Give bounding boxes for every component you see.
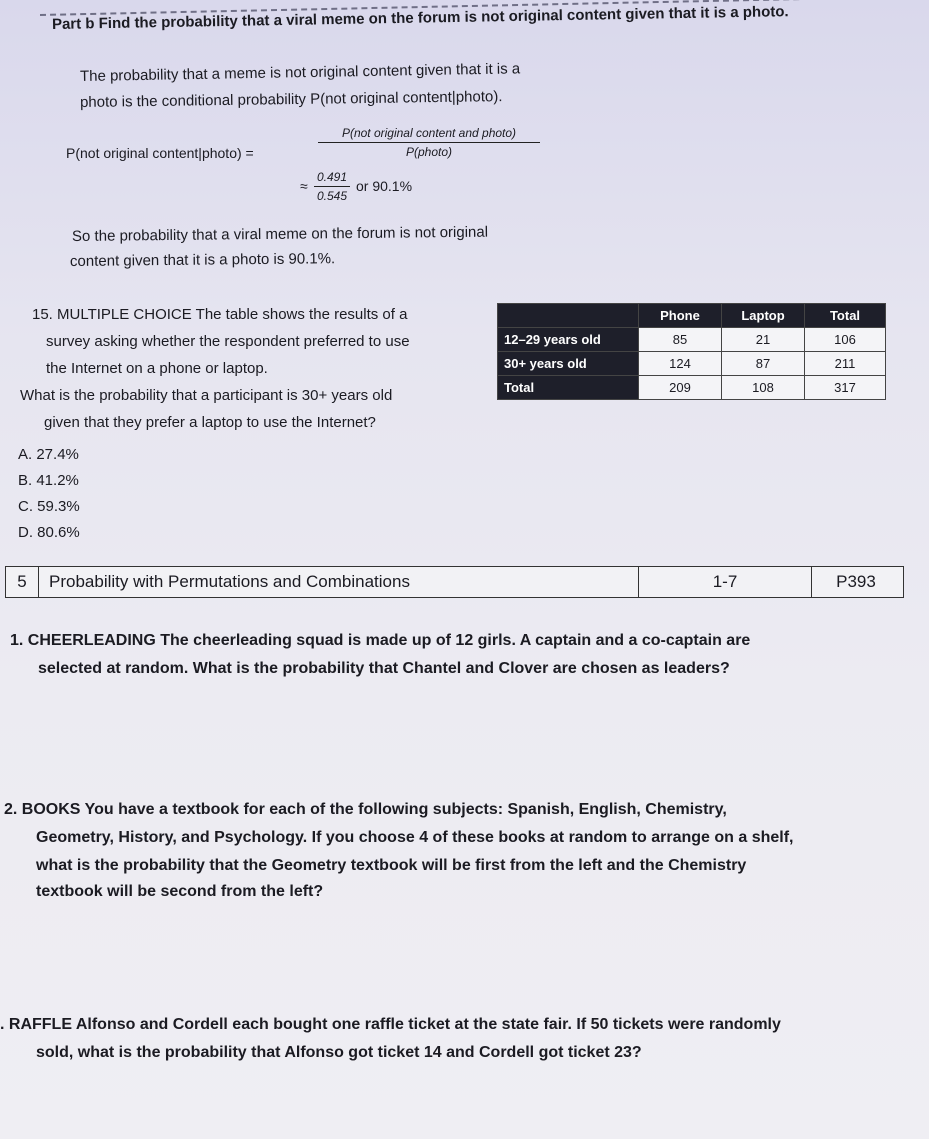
choice-d: D. 80.6% bbox=[18, 524, 80, 541]
formula-denominator: P(photo) bbox=[405, 145, 453, 159]
part-b-conclusion-line2: content given that it is a photo is 90.1%. bbox=[69, 250, 336, 270]
q3-line1: . RAFFLE Alfonso and Cordell each bought one raffle ticket at the state fair. If 50 tickets were randomly bbox=[0, 1016, 781, 1033]
q3-line2: sold, what is the probability that Alfonso got ticket 14 and Cordell got ticket 23? bbox=[36, 1044, 642, 1061]
row-label: 12–29 years old bbox=[498, 328, 639, 352]
cell-total: 211 bbox=[805, 352, 886, 376]
formula-fraction bbox=[318, 126, 540, 159]
formula-numerator: P(not original content and photo) bbox=[318, 126, 540, 143]
section-banner bbox=[5, 566, 904, 598]
table-header-blank bbox=[498, 304, 639, 328]
table-header-laptop: Laptop bbox=[722, 304, 805, 328]
approx-denominator: 0.545 bbox=[316, 189, 348, 203]
q1-line1: 1. CHEERLEADING The cheerleading squad is made up of 12 girls. A captain and a co-captain are bbox=[10, 632, 751, 649]
cell-laptop: 87 bbox=[722, 352, 805, 376]
choice-a: A. 27.4% bbox=[18, 446, 79, 463]
q2-line4: textbook will be second from the left? bbox=[36, 883, 324, 900]
section-title: Probability with Permutations and Combinations bbox=[39, 567, 639, 597]
approx-fraction bbox=[314, 170, 350, 203]
choice-c: C. 59.3% bbox=[18, 498, 80, 515]
approx-result: or 90.1% bbox=[356, 178, 413, 194]
table-row bbox=[498, 376, 886, 400]
section-number: 5 bbox=[6, 567, 39, 597]
choice-b: B. 41.2% bbox=[18, 472, 79, 489]
approx-numerator: 0.491 bbox=[314, 170, 350, 187]
cell-laptop: 108 bbox=[722, 376, 805, 400]
cell-phone: 85 bbox=[639, 328, 722, 352]
part-b-intro-line1: The probability that a meme is not original content given that it is a bbox=[79, 60, 521, 85]
row-label: Total bbox=[498, 376, 639, 400]
table-header-row bbox=[498, 304, 886, 328]
q2-line3: what is the probability that the Geometry textbook will be first from the left and the Chemistry bbox=[36, 857, 747, 874]
q1-line2: selected at random. What is the probability that Chantel and Clover are chosen as leaders? bbox=[38, 660, 730, 677]
part-b-intro-line2: photo is the conditional probability P(not original content|photo). bbox=[79, 88, 503, 111]
table-row bbox=[498, 352, 886, 376]
cell-laptop: 21 bbox=[722, 328, 805, 352]
q2-line2: Geometry, History, and Psychology. If you choose 4 of these books at random to arrange on a shelf, bbox=[36, 829, 794, 846]
cell-phone: 124 bbox=[639, 352, 722, 376]
cell-phone: 209 bbox=[639, 376, 722, 400]
q2-line1: 2. BOOKS You have a textbook for each of the following subjects: Spanish, English, Chemistry, bbox=[4, 801, 727, 818]
q15-line3: the Internet on a phone or laptop. bbox=[46, 360, 268, 377]
survey-table bbox=[497, 303, 886, 400]
q15-line1: 15. MULTIPLE CHOICE The table shows the results of a bbox=[32, 306, 408, 323]
cell-total: 317 bbox=[805, 376, 886, 400]
table-row bbox=[498, 328, 886, 352]
table-header-phone: Phone bbox=[639, 304, 722, 328]
q15-line4: What is the probability that a participant is 30+ years old bbox=[20, 387, 393, 404]
formula-lhs: P(not original content|photo) = bbox=[66, 145, 254, 161]
section-range: 1-7 bbox=[639, 567, 812, 597]
part-b-heading: Part b Find the probability that a viral meme on the forum is not original content given that it is a photo. bbox=[51, 3, 789, 33]
table-header-total: Total bbox=[805, 304, 886, 328]
approx-symbol: ≈ bbox=[300, 178, 308, 194]
cell-total: 106 bbox=[805, 328, 886, 352]
part-b-conclusion-line1: So the probability that a viral meme on the forum is not original bbox=[71, 223, 489, 245]
q15-line5: given that they prefer a laptop to use the Internet? bbox=[44, 414, 376, 431]
section-page: P393 bbox=[836, 572, 876, 591]
q15-line2: survey asking whether the respondent preferred to use bbox=[46, 333, 410, 350]
row-label: 30+ years old bbox=[498, 352, 639, 376]
